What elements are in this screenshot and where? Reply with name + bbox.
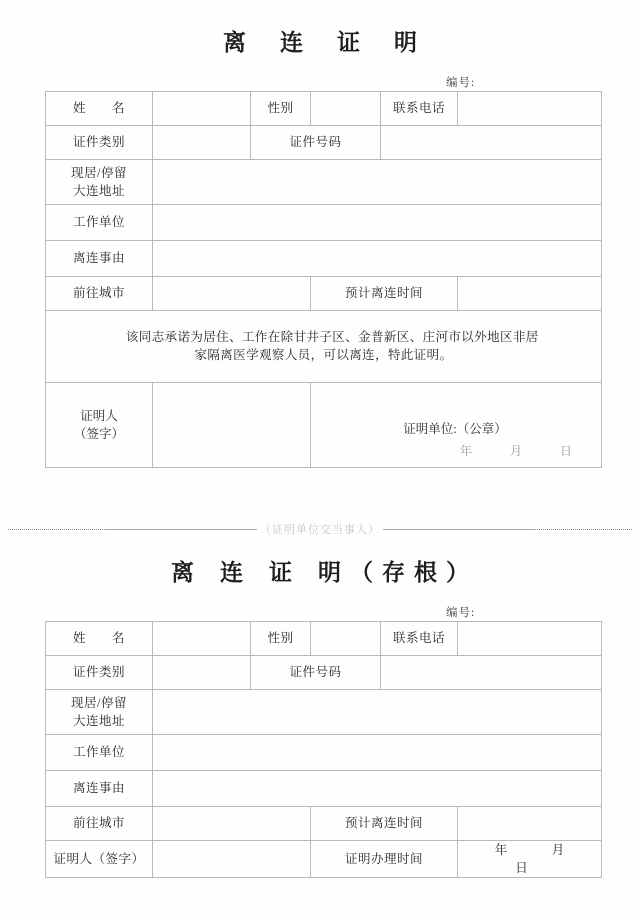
cut-line-right-solid [383,529,533,530]
field-phone-stub[interactable] [458,622,602,656]
table-row [46,126,602,160]
field-work-unit[interactable] [153,205,602,241]
field-address-stub[interactable] [153,690,602,735]
field-certifier-signature[interactable] [153,383,311,468]
field-gender[interactable] [311,92,381,126]
certificate-table-stub [45,621,609,878]
label-address-stub-line1: 现居/停留 [71,695,127,710]
cut-line-divider [8,519,632,539]
label-id-type: 证件类别 [46,126,153,160]
label-destination-city-stub: 前往城市 [46,807,153,841]
table-row [46,771,602,807]
certificate-table-main [45,91,602,468]
field-name[interactable] [153,92,251,126]
field-id-type[interactable] [153,126,251,160]
field-expected-leave-time-stub[interactable] [458,807,602,841]
field-expected-leave-time[interactable] [458,277,602,311]
field-destination-city-stub[interactable] [153,807,311,841]
label-gender: 性别 [251,92,311,126]
statement-line-2: 家隔离医学观察人员，可以离连，特此证明。 [194,348,453,362]
page-title-main: 离 连 证 明 [222,29,431,56]
cut-line-right [533,529,632,530]
field-id-type-stub[interactable] [153,656,251,690]
label-certifier-line1: 证明人 [80,408,118,423]
field-id-number-stub[interactable] [381,656,602,690]
field-destination-city[interactable] [153,277,311,311]
field-phone[interactable] [458,92,602,126]
label-expected-leave-time-stub: 预计离连时间 [311,807,458,841]
signature-row [46,383,602,468]
table-row [46,735,602,771]
label-address-stub [46,690,153,735]
label-issuing-unit: 证明单位:（公章） [403,421,507,436]
label-phone-stub: 联系电话 [381,622,458,656]
statement-row [46,311,602,383]
table-row [46,92,602,126]
table-row [46,656,602,690]
field-work-unit-stub[interactable] [153,735,602,771]
label-issue-time-stub: 证明办理时间 [311,841,458,878]
statement-line-1: 该同志承诺为居住、工作在除甘井子区、金普新区、庄河市以外地区非居 [125,329,539,344]
field-certifier-signature-stub[interactable] [153,841,311,878]
table-row [46,205,602,241]
label-address-line2: 大连地址 [72,184,125,198]
label-address [46,160,153,205]
table-row [46,160,602,205]
label-name: 姓 名 [46,92,153,126]
label-id-number: 证件号码 [251,126,381,160]
cut-line-label: （证明单位交当事人） [260,524,380,536]
field-address[interactable] [153,160,602,205]
label-id-number-stub: 证件号码 [251,656,381,690]
label-address-stub-line2: 大连地址 [72,714,125,728]
label-id-type-stub: 证件类别 [46,656,153,690]
field-gender-stub[interactable] [311,622,381,656]
issuing-unit-cell[interactable] [311,383,602,468]
table-row [46,841,602,878]
label-gender-stub: 性别 [251,622,311,656]
label-certifier-signature [46,383,153,468]
label-reason-stub: 离连事由 [46,771,153,807]
table-row [46,277,602,311]
field-reason-stub[interactable] [153,771,602,807]
page-title-stub: 离 连 证 明（存根） [170,559,479,586]
field-reason[interactable] [153,241,602,277]
table-row [46,807,602,841]
label-destination-city: 前往城市 [46,277,153,311]
serial-number-label-stub: 编号: [446,607,476,619]
serial-number-label-main: 编号: [446,77,476,89]
table-row [46,241,602,277]
label-address-line1: 现居/停留 [71,165,127,180]
field-id-number[interactable] [381,126,602,160]
table-row [46,622,602,656]
cut-line-left-solid [107,529,257,530]
label-expected-leave-time: 预计离连时间 [311,277,458,311]
label-work-unit-stub: 工作单位 [46,735,153,771]
field-name-stub[interactable] [153,622,251,656]
cut-line-left [8,529,107,530]
label-work-unit: 工作单位 [46,205,153,241]
statement-block [46,311,602,383]
label-reason: 离连事由 [46,241,153,277]
field-issue-date-stub[interactable]: 年 月 日 [458,841,602,878]
label-phone: 联系电话 [381,92,458,126]
label-certifier-signature-stub: 证明人（签字） [46,841,153,878]
issuing-date-placeholder: 年 月 日 [459,443,585,458]
table-row [46,690,602,735]
label-name-stub: 姓 名 [46,622,153,656]
label-certifier-line2: （签字） [73,427,124,441]
